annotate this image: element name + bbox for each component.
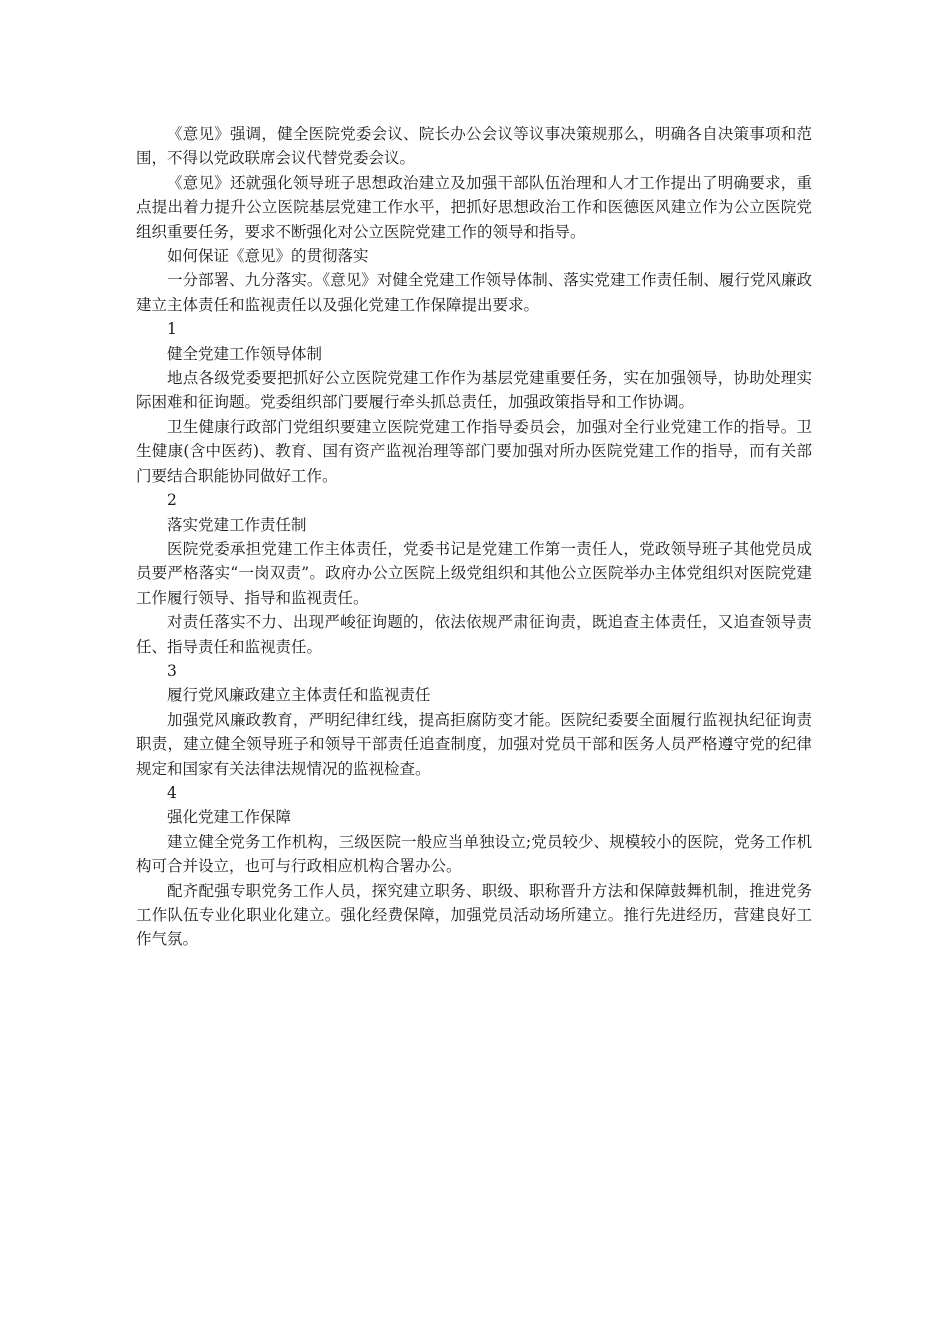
section-heading: 健全党建工作领导体制 <box>167 344 323 363</box>
paragraph: 配齐配强专职党务工作人员，探究建立职务、职级、职称晋升方法和保障鼓舞机制，推进党务工作队伍专业化职业化建立。强化经费保障，加强党员活动场所建立。推行先进经历，营建良好工作气氛。 <box>136 881 812 949</box>
section-number: 4 <box>167 783 177 802</box>
document-body <box>136 122 812 952</box>
paragraph: 建立健全党务工作机构，三级医院一般应当单独设立;党员较少、规模较小的医院，党务工作机构可合并设立，也可与行政相应机构合署办公。 <box>136 832 812 876</box>
paragraph: 卫生健康行政部门党组织要建立医院党建工作指导委员会，加强对全行业党建工作的指导。卫生健康(含中医药)、教育、国有资产监视治理等部门要加强对所办医院党建工作的指导，而有关部门要结合职能协同做好工作。 <box>136 417 812 485</box>
section-heading: 落实党建工作责任制 <box>167 515 307 534</box>
section-number: 1 <box>167 320 177 339</box>
section-number: 3 <box>167 661 177 680</box>
section-heading: 如何保证《意见》的贯彻落实 <box>167 247 369 266</box>
section-heading: 强化党建工作保障 <box>167 808 292 827</box>
paragraph: 一分部署、九分落实。《意见》对健全党建工作领导体制、落实党建工作责任制、履行党风廉政建立主体责任和监视责任以及强化党建工作保障提出要求。 <box>136 271 812 314</box>
section-number: 2 <box>167 491 177 510</box>
paragraph: 地点各级党委要把抓好公立医院党建工作作为基层党建重要任务，实在加强领导，协助处理实际困难和征询题。党委组织部门要履行牵头抓总责任，加强政策指导和工作协调。 <box>136 369 812 412</box>
section-heading: 履行党风廉政建立主体责任和监视责任 <box>167 686 431 705</box>
paragraph: 对责任落实不力、出现严峻征询题的，依法依规严肃征询责，既追查主体责任，又追查领导责任、指导责任和监视责任。 <box>136 613 812 656</box>
paragraph: 《意见》强调，健全医院党委会议、院长办公会议等议事决策规那么，明确各自决策事项和范围，不得以党政联席会议代替党委会议。 <box>136 125 812 168</box>
paragraph: 医院党委承担党建工作主体责任，党委书记是党建工作第一责任人，党政领导班子其他党员成员要严格落实“一岗双责”。政府办公立医院上级党组织和其他公立医院举办主体党组织对医院党建工作履行领导、指导和监视责任。 <box>136 539 812 607</box>
paragraph: 《意见》还就强化领导班子思想政治建立及加强干部队伍治理和人才工作提出了明确要求，重点提出着力提升公立医院基层党建工作水平，把抓好思想政治工作和医德医风建立作为公立医院党组织重要任务，要求不断强化对公立医院党建工作的领导和指导。 <box>136 173 812 241</box>
paragraph: 加强党风廉政教育，严明纪律红线，提高拒腐防变才能。医院纪委要全面履行监视执纪征询责职责，建立健全领导班子和领导干部责任追查制度，加强对党员干部和医务人员严格遵守党的纪律规定和国家有关法律法规情况的监视检查。 <box>136 710 812 778</box>
